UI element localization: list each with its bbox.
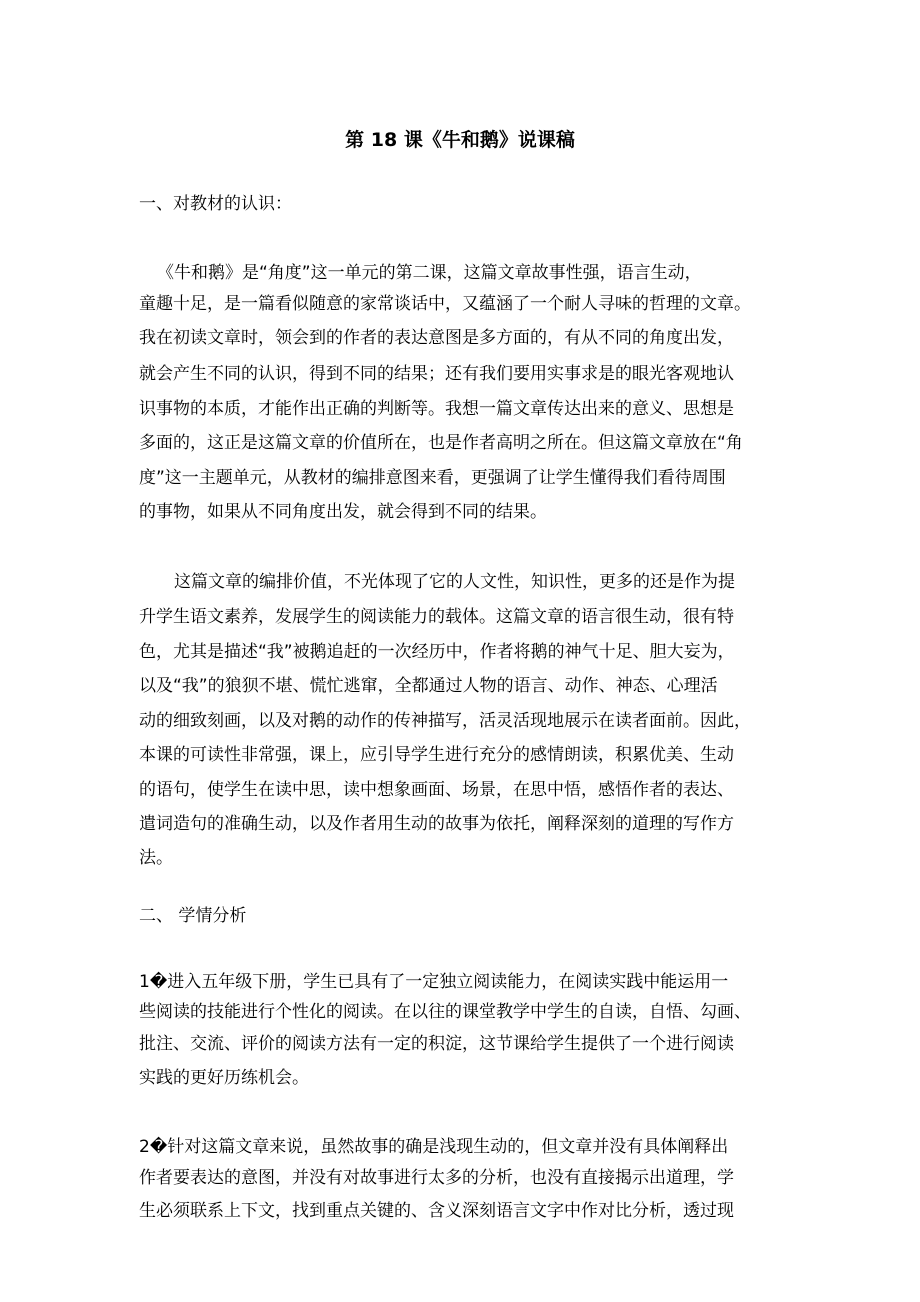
paragraph-line: 我在初读文章时，领会到的作者的表达意图是多方面的，有从不同的角度出发， [139,328,734,348]
paragraph-line: 多面的，这正是这篇文章的价值所在，也是作者高明之所在。但这篇文章放在“角 [139,433,743,453]
paragraph-line: 本课的可读性非常强，课上，应引导学生进行充分的感情朗读，积累优美、生动 [139,745,734,765]
paragraph-line: 作者要表达的意图，并没有对故事进行太多的分析，也没有直接揭示出道理，学 [139,1168,734,1188]
paragraph-line: 生必须联系上下文，找到重点关键的、含义深刻语言文字中作对比分析，透过现 [139,1201,734,1221]
paragraph-line: 1�进入五年级下册，学生已具有了一定独立阅读能力，在阅读实践中能运用一 [139,972,729,992]
paragraph-line: 动的细致刻画，以及对鹅的动作的传神描写，活灵活现地展示在读者面前。因此， [139,711,751,731]
paragraph-line: 法。 [139,848,173,868]
section-heading-student-analysis: 二、 学情分析 [139,906,247,926]
paragraph-line: 遣词造句的准确生动，以及作者用生动的故事为依托，阐释深刻的道理的写作方 [139,814,734,834]
paragraph-line: 2�针对这篇文章来说，虽然故事的确是浅现生动的，但文章并没有具体阐释出 [139,1137,729,1157]
paragraph-line: 以及“我”的狼狈不堪、慌忙逃窜，全都通过人物的语言、动作、神态、心理活 [139,676,718,696]
paragraph-line: 这篇文章的编排价值，不光体现了它的人文性，知识性，更多的还是作为提 [174,572,735,592]
document-title: 第 18 课《牛和鹅》说课稿 [345,129,575,151]
section-heading-materials: 一、对教材的认识： [139,194,292,214]
paragraph-line: 实践的更好历练机会。 [139,1068,309,1088]
paragraph-line: 批注、交流、评价的阅读方法有一定的积淀，这节课给学生提供了一个进行阅读 [139,1034,734,1054]
paragraph-line: 的语句，使学生在读中思，读中想象画面、场景，在思中悟，感悟作者的表达、 [139,780,734,800]
paragraph-line: 度”这一主题单元，从教材的编排意图来看，更强调了让学生懂得我们看待周围 [139,468,726,488]
paragraph-line: 升学生语文素养，发展学生的阅读能力的载体。这篇文章的语言很生动，很有特 [139,607,734,627]
paragraph-line: 童趣十足，是一篇看似随意的家常谈话中，又蕴涵了一个耐人寻味的哲理的文章。 [139,294,751,314]
paragraph-line: 些阅读的技能进行个性化的阅读。在以往的课堂教学中学生的自读，自悟、勾画、 [139,1002,751,1022]
paragraph-line: 识事物的本质，才能作出正确的判断等。我想一篇文章传达出来的意义、思想是 [139,399,734,419]
paragraph-line: 的事物，如果从不同角度出发，就会得到不同的结果。 [139,502,547,522]
paragraph-line: 《牛和鹅》是“角度”这一单元的第二课，这篇文章故事性强，语言生动， [157,263,702,283]
paragraph-line: 就会产生不同的认识，得到不同的结果；还有我们要用实事求是的眼光客观地认 [139,364,734,384]
paragraph-line: 色，尤其是描述“我”被鹅追赶的一次经历中，作者将鹅的神气十足、胆大妄为， [139,642,735,662]
